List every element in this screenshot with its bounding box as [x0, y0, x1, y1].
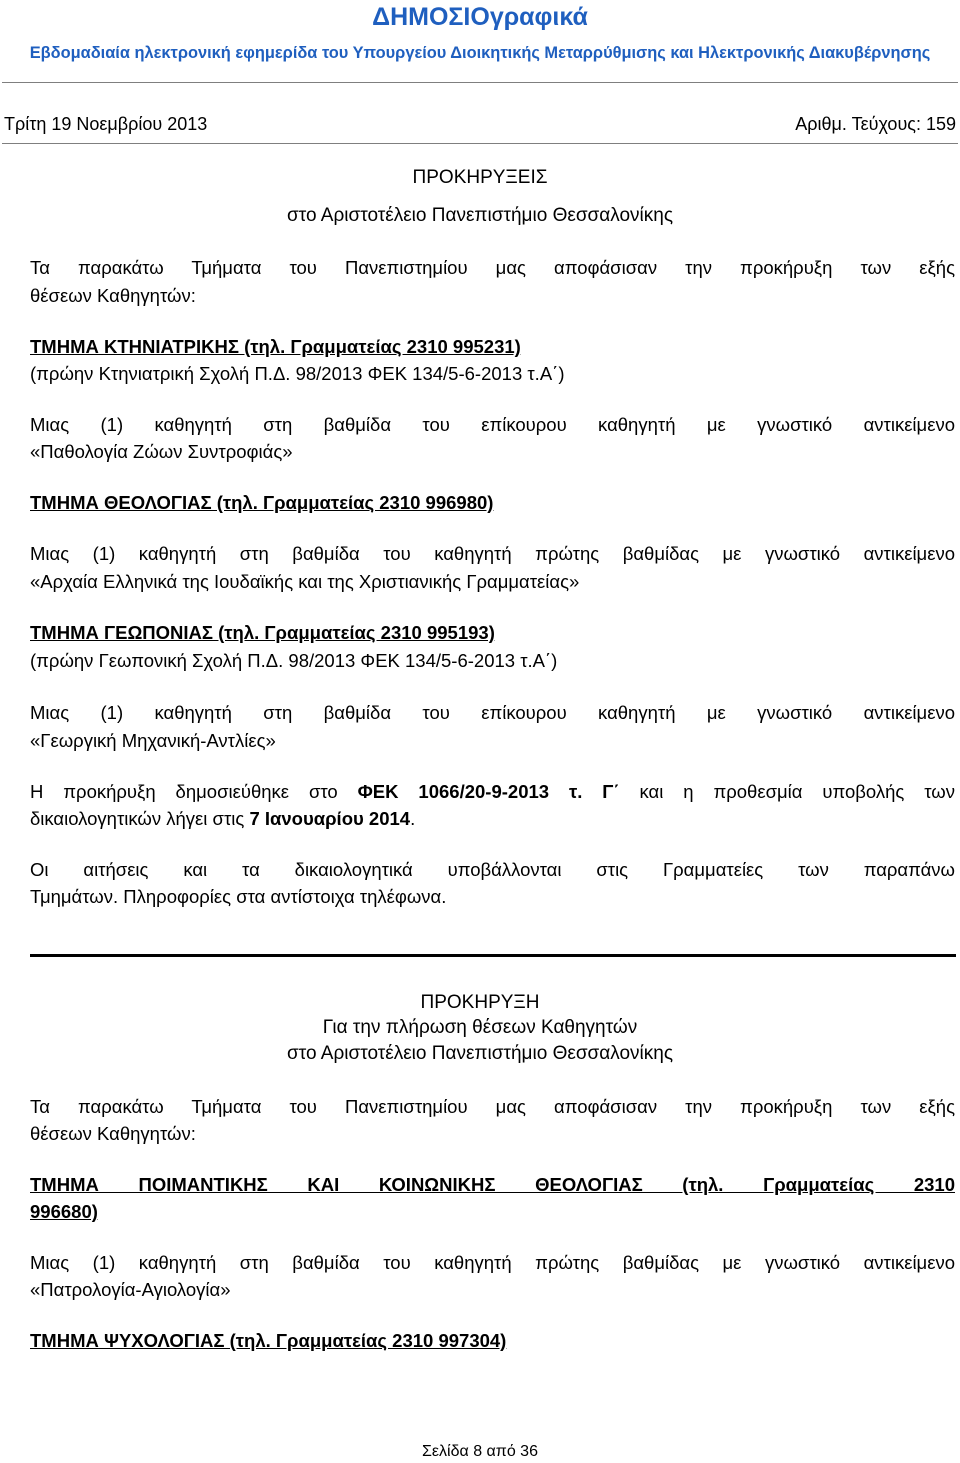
- section1-dept1-position-line1: Μιας (1) καθηγητή στη βαθμίδα του επίκουρου καθηγητή με γνωστικό αντικείμενο: [30, 414, 955, 435]
- section2-intro-line1: Τα παρακάτω Τμήματα του Πανεπιστημίου μας αποφάσισαν την προκήρυξη των εξής: [30, 1096, 955, 1117]
- section1-subheading: στο Αριστοτέλειο Πανεπιστήμιο Θεσσαλονίκης: [287, 205, 673, 226]
- page-number: Σελίδα 8 από 36: [422, 1443, 538, 1460]
- section2-subheading1: Για την πλήρωση θέσεων Καθηγητών: [322, 1017, 638, 1038]
- issue-number: Αριθμ. Τεύχους: 159: [795, 114, 956, 134]
- publication-line1: [30, 781, 955, 803]
- issue-rule: [2, 143, 958, 144]
- section1-dept1-title: ΤΜΗΜΑ ΚΤΗΝΙΑΤΡΙΚΗΣ (τηλ. Γραμματείας 2310 995231): [30, 336, 521, 357]
- masthead-rule: [2, 82, 958, 83]
- section1-intro-line2: θέσεων Καθηγητών:: [30, 285, 196, 306]
- section1-dept1-position-line2: «Παθολογία Ζώων Συντροφιάς»: [30, 441, 293, 462]
- section1-dept3-position-line1: Μιας (1) καθηγητή στη βαθμίδα του επίκουρου καθηγητή με γνωστικό αντικείμενο: [30, 702, 955, 723]
- section1-dept2-title: ΤΜΗΜΑ ΘΕΟΛΟΓΙΑΣ (τηλ. Γραμματείας 2310 996980): [30, 492, 494, 513]
- section1-dept3-title: ΤΜΗΜΑ ΓΕΩΠΟΝΙΑΣ (τηλ. Γραμματείας 2310 995193): [30, 622, 495, 643]
- publication-fek: ΦΕΚ 1066/20-9-2013 τ. Γ΄: [357, 781, 620, 802]
- section2-heading: ΠΡΟΚΗΡΥΞΗ: [420, 992, 540, 1013]
- publication-line2: [30, 808, 415, 830]
- section2-dept1-title-line2: 996680): [30, 1201, 98, 1222]
- section2-dept1-position-line2: «Πατρολογία-Αγιολογία»: [30, 1279, 231, 1300]
- deadline-end: .: [410, 808, 416, 829]
- section1-dept3-position-line2: «Γεωργική Μηχανική-Αντλίες»: [30, 730, 276, 751]
- applications-line1: Οι αιτήσεις και τα δικαιολογητικά υποβάλλονται στις Γραμματείες των παραπάνω: [30, 859, 955, 880]
- issue-bar: [4, 114, 956, 135]
- masthead-title: ΔΗΜΟΣΙΟγραφικά: [372, 3, 588, 31]
- section2-intro-line2: θέσεων Καθηγητών:: [30, 1123, 196, 1144]
- section2-subheading2: στο Αριστοτέλειο Πανεπιστήμιο Θεσσαλονίκης: [287, 1043, 673, 1064]
- section1-dept1-note: (πρώην Κτηνιατρική Σχολή Π.Δ. 98/2013 ΦΕΚ 134/5-6-2013 τ.Α΄): [30, 363, 565, 384]
- section2-dept1-position-line1: Μιας (1) καθηγητή στη βαθμίδα του καθηγητή πρώτης βαθμίδας με γνωστικό αντικείμενο: [30, 1252, 955, 1273]
- section1-dept2-position-line1: Μιας (1) καθηγητή στη βαθμίδα του καθηγητή πρώτης βαθμίδας με γνωστικό αντικείμενο: [30, 543, 955, 564]
- section2-dept1-title-line1: ΤΜΗΜΑ ΠΟΙΜΑΝΤΙΚΗΣ ΚΑΙ ΚΟΙΝΩΝΙΚΗΣ ΘΕΟΛΟΓΙΑΣ (τηλ. Γραμματείας 2310: [30, 1174, 955, 1195]
- section1-heading: ΠΡΟΚΗΡΥΞΕΙΣ: [412, 167, 548, 188]
- publication-middle: και η προθεσμία υποβολής των: [619, 781, 955, 802]
- issue-date: Τρίτη 19 Νοεμβρίου 2013: [4, 114, 208, 134]
- section2-dept2-title: ΤΜΗΜΑ ΨΥΧΟΛΟΓΙΑΣ (τηλ. Γραμματείας 2310 997304): [30, 1330, 507, 1351]
- section1-dept2-position-line2: «Αρχαία Ελληνικά της Ιουδαϊκής και της Χριστιανικής Γραμματείας»: [30, 571, 580, 592]
- deadline-date: 7 Ιανουαρίου 2014: [249, 808, 411, 829]
- section1-dept3-note: (πρώην Γεωπονική Σχολή Π.Δ. 98/2013 ΦΕΚ 134/5-6-2013 τ.Α΄): [30, 650, 558, 671]
- masthead-subtitle: Εβδομαδιαία ηλεκτρονική εφημερίδα του Υπουργείου Διοικητικής Μεταρρύθμισης και Ηλεκτρονικής Διακυβέρνησης: [29, 44, 931, 62]
- section-divider: [30, 954, 956, 957]
- publication-prefix: Η προκήρυξη δημοσιεύθηκε στο: [30, 781, 358, 802]
- section1-intro-line1: Τα παρακάτω Τμήματα του Πανεπιστημίου μας αποφάσισαν την προκήρυξη των εξής: [30, 257, 955, 278]
- applications-line2: Τμημάτων. Πληροφορίες στα αντίστοιχα τηλέφωνα.: [30, 886, 447, 907]
- deadline-prefix: δικαιολογητικών λήγει στις: [30, 808, 250, 829]
